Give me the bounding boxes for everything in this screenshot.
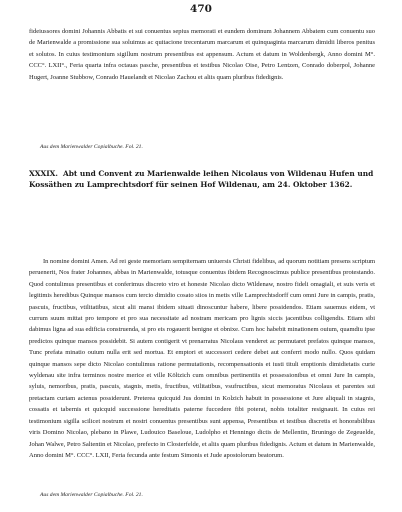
charter-number: XXXIX.	[29, 169, 58, 178]
source-note-1: Aus dem Marienwalder Copialbuche. Fol. 21.	[40, 144, 143, 150]
source-note-2: Aus dem Marienwalder Copialbuche. Fol. 21.	[40, 492, 143, 498]
main-paragraph	[29, 256, 375, 461]
page-number: 470	[190, 3, 212, 15]
charter-heading	[29, 168, 375, 190]
charter-title: Abt und Convent zu Marienwalde leihen Nicolaus von Wildenau Hufen und Kossäthen zu Lamprechtsdorf für seinen Hof Wildenau, am 24. Oktober 1362.	[29, 169, 374, 189]
main-paragraph-text: In nomine domini Amen. Ad rei geste memoriam sempiternam uniuersis Christi fidelibus, ad quorum notitiam presens scriptum peruenerit, Nos frater Johannes, abbas in Marienwalde, totusque conuentus ibidem Recognoscimus publice presentibus protestando. Quod contulimus presentibus et conferimus discreto viro et honeste Nicolao dicto Wildenaw, nostro fideli omagiali, et suis veris et legitimis heredibus Quinque mansos cum tercio dimidio cosato siios in metis ville Lamprechtsdorff cum omni Jure in campis, pratis, pascuis, fructibus, vtilitatibus, sicut alii mansi ibidem situati dinoscuntur habere, libere possidendos. Etiam sauemus eidem, vt currum suum mittat pro tempore et pro sua necessitate ad nostram mericam pro lignis siccis jacentibus colligendis. Etiam sibi dabimus ligna ad sua edificia construenda, si pro eis rogauerit benigne et obnixe. Cum hoc habebit minationem ouium, quamdiu ipse predictos quinque mansos possidebit. Si autem contigerit vt prenarratus Nicolaus venderet ac permutaret prefatos quinque mansos, Tunc prefata minatio ouium nulla erit sed mortua. Et emptori et successori cedere debet aut conferri modo nullo. Quos quidam quinque mansos sepe dicto Nicolao contulimus ratione permutationis, recompensationis et iusti tituli emptionis dimidietatis curie wyldenau site infra terminos nostre merice et ville Költzich cum omnibus pertinentiis et possessionibus et omni Jure In campis, syluis, nemoribus, pratis, pascuis, stagnis, metis, fructibus, vtilitatibus, vsufructibus, sicut memoratus Nicolaus et parentes sui pretactam curiam actenus possiderunt. Preterea quicquid Jus domini in Kolzich habuit in possessione et Jure aliquali in stagnis, cossatis et tabernis et quicquid successione hereditatis paterne fuccedere fibi poterat, nobis totaliter resignauit. In cuius rei testimonium sigilla scilicet nostrum et nostri conuentus presentibus sunt appensa, Presentibus et testibus discretis et honorabilibus viris Domino Nicolao, plebano in Plawe, Ludouico Baseloue, Ludolpho et Henningo dictis de Mellentin, Bruningo de Zegeuelde, Johan Walwe, Petro Saltentin et Nicolao, prefecto in Closterfelde, et aliis quam pluribus fidedignis. Actum et datum in Marienwalde, Anno domini M°. CCC°. LXII, Feria fecunda ante festum Simonis et Jude apostolorum beatorum.	[29, 258, 375, 459]
top-paragraph: fideiussores domini Johannis Abbatis et sui conuentus sepius memorati et eundem dominum Johannem Abbatem cum conuentu suo de Marienwalde a promissione sua soluimus ac quitacione trecentarum marcarum et quinquaginta marcarum dimidii liberos penitus et solutos. In cuius testimonium sigillum nostrum presentibus est appensum. Actum et datum in Woldenbergk, Anno domini M°. CCC°. LXII°., Feria quarta infra octauas pasche, presentibus et testibus Nicolao Oise, Petro Lentzen, Conrado doberpol, Johanne Hugert, Joanne Stubbow, Conrado Hauelandt et Nicolao Zachou et aliis quam pluribus fidedignis.	[29, 28, 375, 81]
